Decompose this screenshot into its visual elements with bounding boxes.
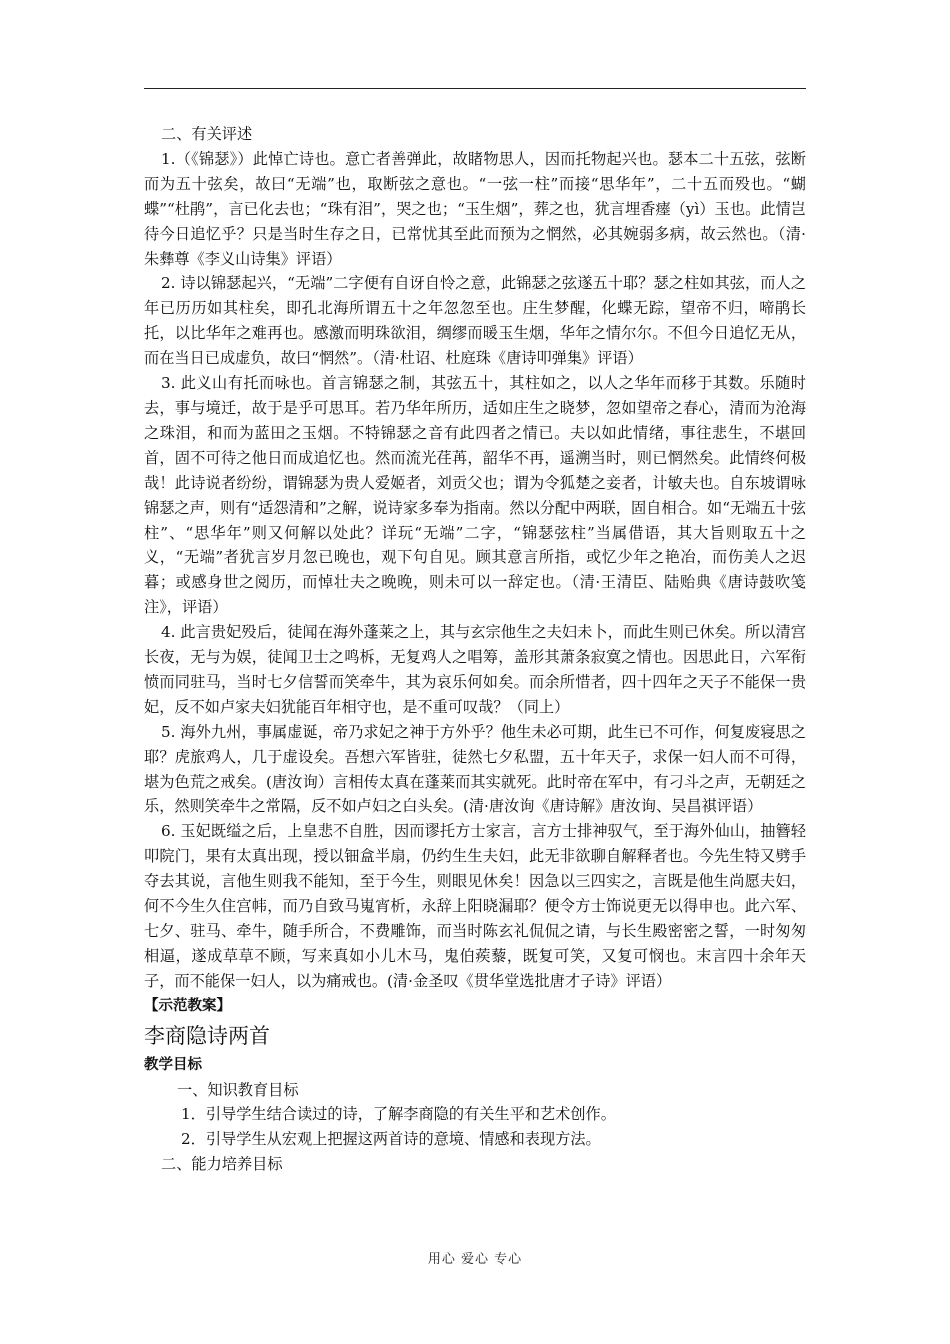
goal1-item-1: 1．引导学生结合读过的诗，了解李商隐的有关生平和艺术创作。	[181, 1105, 616, 1124]
comment-paragraph-6: 6. 玉妃既缢之后，上皇悲不自胜，因而谬托方士家言，言方士排神驭气，至于海外仙山，抽簪轻叩院门，果有太真出现，授以钿盒半扇，仍约生生夫妇，此无非欲聊自解释者也。今先生特又劈手夺去其说，言他生则我不能知，至于今生，则眼见休矣！因急以三四实之，言既是他生尚愿夫妇，何不今生久住宫帏，而乃自致马嵬宵析，永辞上阳晓漏耶？便令方士饰说更无以得申也。此六军、七夕、驻马、牵牛，随手所合，不费雕饰，而当时陈玄礼侃侃之请，与长生殿密密之誓，一时匆匆相逼，遂成草草不顾，写来真如小儿木马，鬼伯蒺藜，既复可笑，又复可悯也。末言四十余年天子，而不能保一妇人，以为痛戒也。(清·金圣叹《贯华堂选批唐才子诗》评语）	[144, 822, 806, 990]
lesson-tag: 【示范教案】	[144, 997, 231, 1014]
comment-paragraph-2: 2. 诗以锦瑟起兴，“无端”二字便有自讶自怜之意，此锦瑟之弦遂五十耶？瑟之柱如其弦，而人之年已历历如其柱矣，即孔北海所谓五十之年忽忽至也。庄生梦醒，化蝶无踪，望帝不归，啼鹃长托，以比华年之难再也。感激而明珠欲泪，绸缪而暖玉生烟，华年之情尔尔。不但今日追忆无从，而在当日已成虚负，故曰“惘然”。（清·杜诏、杜庭珠《唐诗叩弹集》评语）	[144, 274, 806, 368]
comment-paragraph-3: 3. 此义山有托而咏也。首言锦瑟之制，其弦五十，其柱如之，以人之华年而移于其数。乐随时去，事与境迁，故于是乎可思耳。若乃华年所历，适如庄生之晓梦，忽如望帝之春心，清而为沧海之珠泪，和而为蓝田之玉烟。不特锦瑟之音有此四者之情已。夫以如此情绪，事往悲生，不堪回首，固不可待之他日而成追忆也。然而流光荏苒，韶华不再，遥溯当时，则已惘然矣。此情终何极哉！此诗说者纷纷，谓锦瑟为贵人爱姬者，刘贡父也；谓为令狐楚之妾者，计敏夫也。自东坡谓咏锦瑟之声，则有“适怨清和”之解，说诗家多奉为指南。然以分配中两联，固自相合。如“无端五十弦柱”、“思华年”则又何解以处此？详玩“无端”二字，“锦瑟弦柱”当属借语，其大旨则取五十之义，“无端”者犹言岁月忽已晚也，观下句自见。顾其意言所指，或忆少年之艳冶，而伤美人之迟暮；或感身世之阅历，而悼壮夫之晚晚，则未可以一辞定也。（清·王清臣、陆贻典《唐诗鼓吹笺注》，评语）	[144, 374, 806, 617]
lesson-title: 李商隐诗两首	[144, 1023, 270, 1048]
goal1-heading: 一、知识教育目标	[177, 1080, 299, 1099]
header-rule	[144, 88, 806, 89]
comment-paragraph-5: 5. 海外九州，事属虚诞，帝乃求妃之神于方外乎？他生未必可期，此生已不可作，何复废寝思之耶？虎旅鸡人，几于虚设矣。吾想六军皆驻，徒然七夕私盟，五十年天子，求保一妇人而不可得，堪为色荒之戒矣。(唐汝询）言相传太真在蓬莱而其实就死。此时帝在军中，有刁斗之声，无朝廷之乐，然则笑牵牛之常隔，反不如卢妇之白头矣。(清·唐汝询《唐诗解》唐汝询、吴昌祺评语）	[144, 722, 806, 816]
goal2-heading: 二、能力培养目标	[161, 1155, 283, 1174]
section-heading: 二、有关评述	[161, 125, 253, 143]
page-footer: 用心 爱心 专心	[427, 1252, 523, 1267]
comment-paragraph-4: 4. 此言贵妃殁后，徒闻在海外蓬莱之上，其与玄宗他生之夫妇未卜，而此生则已休矣。所以清宫长夜，无与为娱，徒闻卫士之鸣柝，无复鸡人之唱筹，盖形其萧条寂寞之情也。因思此日，六军衔愤而同驻马，当时七夕信誓而笑牵牛，其为哀乐何如矣。而余所惜者，四十四年之天子不能保一贵妃，反不如卢家夫妇犹能百年相守也，是不重可叹哉？（同上）	[144, 623, 806, 716]
goals-heading: 教学目标	[144, 1056, 202, 1073]
goal1-item-2: 2．引导学生从宏观上把握这两首诗的意境、情感和表现方法。	[181, 1130, 601, 1149]
comment-paragraph-1: 1.（《锦瑟》）此悼亡诗也。意亡者善弹此，故睹物思人，因而托物起兴也。瑟本二十五弦，弦断而为五十弦矣，故曰“无端”也，取断弦之意也。“一弦一柱”而接“思华年”，二十五而殁也。“蝴蝶”“杜鹃”，言已化去也；“珠有泪”，哭之也；“玉生烟”，葬之也，犹言埋香瘗（yì）玉也。此情岂待今日追忆乎？只是当时生存之日，已常忧其至此而预为之惘然，必其婉弱多病，故云然也。（清·朱彝尊《李义山诗集》评语）	[144, 149, 806, 268]
page-content	[144, 122, 806, 1177]
